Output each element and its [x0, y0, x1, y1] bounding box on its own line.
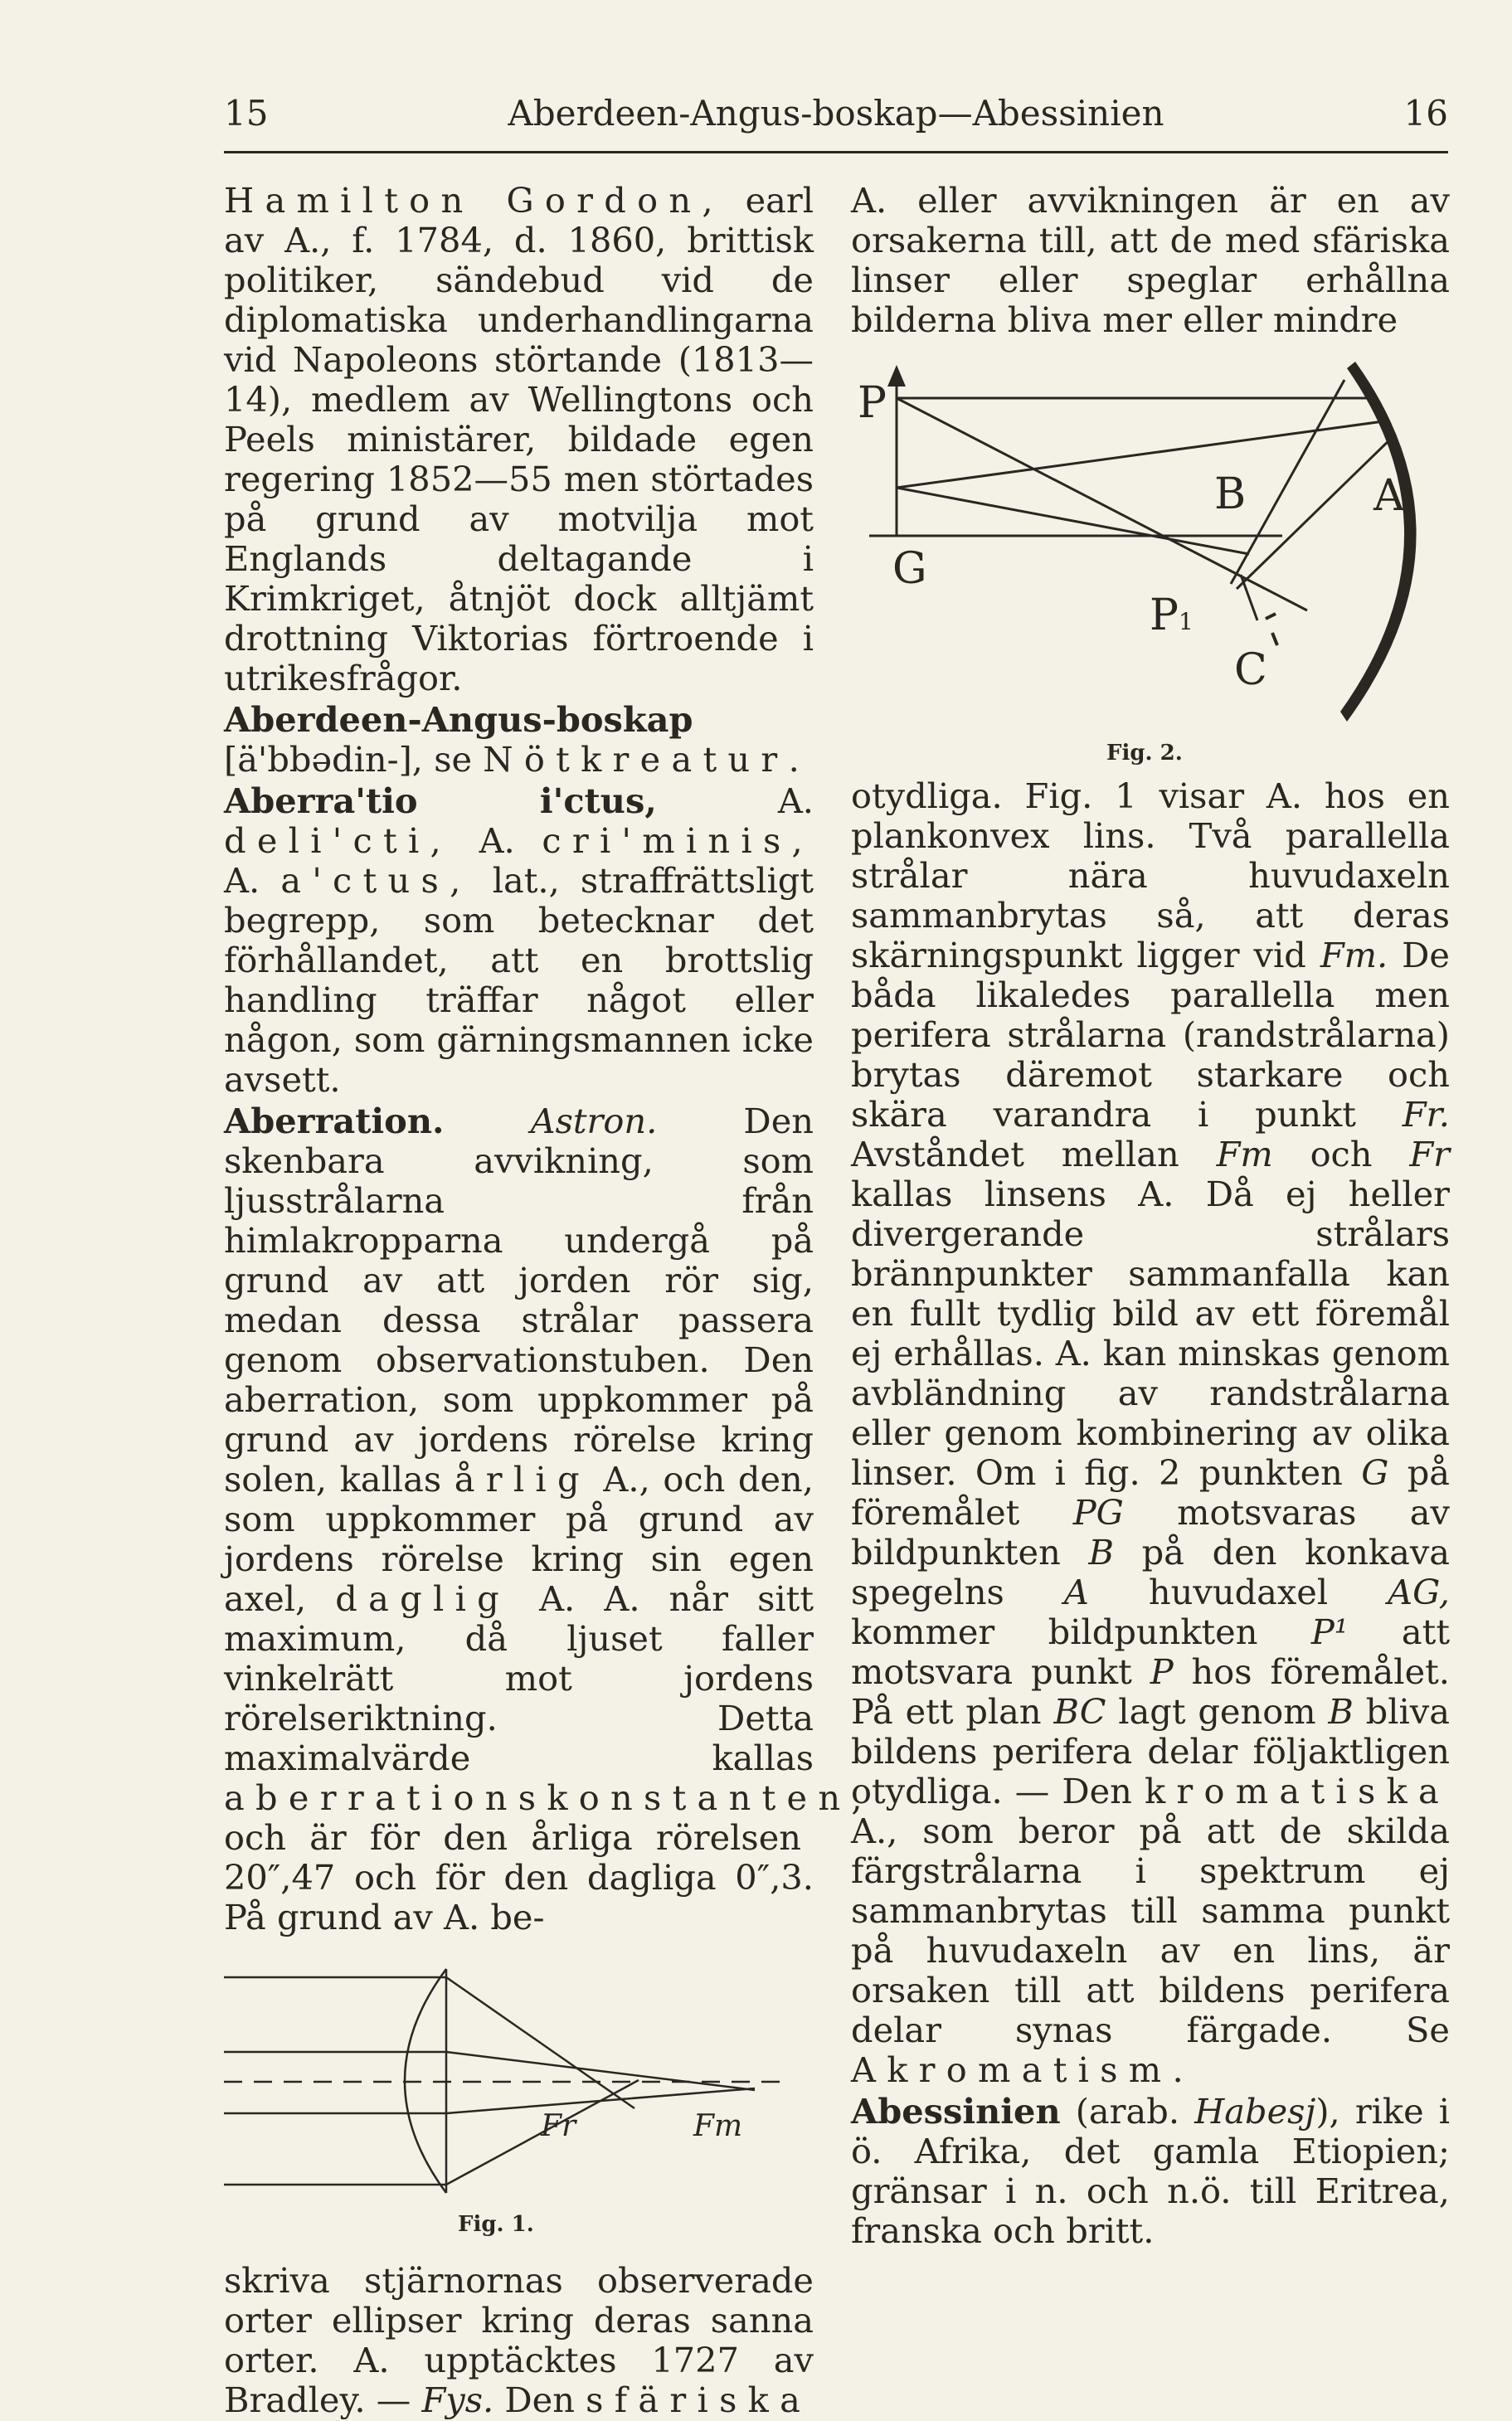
entry-text: huvudaxel	[1088, 1572, 1388, 1612]
figure-caption: Fig. 2.	[1106, 741, 1183, 766]
entry-text: (arab.	[1060, 2091, 1195, 2132]
cross-reference: Nötkreatur	[483, 739, 789, 780]
italic-term: Fm.	[1320, 935, 1388, 975]
entry-text: A., som beror på att de skilda färgstrålarna i spektrum ej sammanbrytas till samma punkt på huvudaxeln av en lins, är orsaken till att bildens perifera delar synas färgade. Se	[851, 1811, 1450, 2050]
entry-text: hos föremålet. På ett plan	[851, 1651, 1450, 1732]
entry-head: Aberra'tio i'ctus,	[224, 780, 657, 821]
spaced-term: a'ctus,	[280, 860, 472, 901]
italic-term: G	[1361, 1452, 1389, 1493]
label-p1	[1150, 591, 1194, 642]
italic-term: Fr	[1409, 1134, 1450, 1174]
entry-text: bliva bildens perifera delar följaktligen otydliga. — Den	[851, 1691, 1450, 1811]
entry-text: på föremålet	[851, 1452, 1450, 1533]
figure-2-mirror-diagram	[851, 347, 1450, 771]
left-column	[224, 180, 873, 2420]
entry-text: A. A. når sitt maximum, då ljuset faller vinkelrätt mot jordens rörelseriktning. Detta maximalvärde kallas	[224, 1578, 814, 1778]
page-number-left: 15	[224, 93, 269, 134]
page-header	[224, 85, 1448, 143]
entry-abessinien	[851, 2092, 1450, 2251]
entry-text: lat., straffrättsligt begrepp, som betecknar det förhållandet, att en brottslig handling träffar något eller någon, som gärningsmannen icke avsett.	[224, 860, 814, 1100]
label-g: G	[892, 544, 927, 594]
entry-aberration	[224, 1101, 873, 1937]
label-fm: Fm	[693, 2109, 743, 2143]
lens-illustration	[224, 1942, 814, 2208]
entry-text: Avståndet mellan	[851, 1134, 1217, 1174]
figure-1-lens-diagram	[224, 1942, 814, 2258]
entry-text: och är för den årliga rörelsen 20″,47 och för den dagliga 0″,3. På grund av A. be-	[224, 1817, 814, 1937]
running-title: Aberdeen-Angus-boskap—Abessinien	[508, 93, 1164, 134]
italic-term: PG	[1072, 1492, 1124, 1533]
right-column	[851, 181, 1450, 2251]
field-abbrev: Astron.	[444, 1101, 658, 1141]
italic-term: Fm	[1216, 1134, 1273, 1174]
spaced-term: daglig	[335, 1578, 510, 1619]
label-c: C	[1234, 645, 1267, 695]
entry-text: earl av A., f. 1784, d. 1860, brittisk politiker, sändebud vid de diplomatiska underhandlingarna vid Napoleons störtande (1813—14), medlem av Wellingtons och Peels ministärer, bildade egen regering 1852—55 men störtades på grund av motvilja mot Englands deltagande i Krimkriget, åtnjöt dock alltjämt drottning Viktorias förtroende i utrikesfrågor.	[224, 180, 814, 698]
label-a: A	[1373, 471, 1405, 521]
entry-aberration-continued	[224, 2261, 814, 2420]
label-p: P	[858, 378, 887, 428]
spaced-term: deli'cti,	[224, 820, 452, 861]
italic-term: Fr.	[1402, 1094, 1450, 1135]
entry-head: Hamilton Gordon,	[224, 180, 724, 221]
page-number-right: 16	[1403, 93, 1448, 134]
spaced-term: aberrationskonstanten,	[224, 1777, 873, 1818]
entry-text: skriva stjärnornas observerade orter ellipser kring deras sanna orter. A. upptäcktes 1727 av Bradley. —	[224, 2260, 814, 2420]
entry-text: kommer bildpunkten	[851, 1612, 1311, 1652]
entry-aberratio-ictus	[224, 781, 814, 1100]
entry-head: Abessinien	[851, 2091, 1061, 2132]
entry-text: otydliga. Fig. 1 visar A. hos en plankonvex lins. Två parallella strålar nära huvudaxeln sammanbrytas så, att deras skärningspunkt ligger vid	[851, 775, 1450, 975]
italic-term: Habesj	[1194, 2091, 1316, 2132]
entry-text: Den	[493, 2380, 586, 2420]
entry-text: De båda likaledes parallella men perifera strålarna (randstrålarna) brytas däremot starkare och skära varandra i punkt	[851, 935, 1450, 1135]
entry-text: A., och den, som uppkommer på grund av jordens rörelse kring sin egen axel,	[224, 1459, 814, 1619]
entry-text: på den konkava spegelns	[851, 1532, 1450, 1612]
entry-head: Aberration.	[224, 1101, 445, 1141]
entry-pron: [ä'bbədin-], se	[224, 739, 484, 780]
entry-hamilton-gordon	[224, 181, 814, 698]
entry-text: A.	[451, 820, 542, 861]
spaced-term: cri'minis,	[542, 820, 814, 861]
entry-text: A.	[224, 860, 281, 901]
figure-caption: Fig. 1.	[458, 2212, 534, 2237]
entry-text: lagt genom	[1106, 1691, 1329, 1732]
entry-text: Den skenbara avvikning, som ljusstrålarna från himlakropparna undergå på grund av att jorden rör sig, medan dessa strålar passera genom observationstuben. Den aberration, som uppkommer på grund av jordens rörelse kring solen, kallas	[224, 1101, 814, 1500]
header-rule	[224, 151, 1448, 153]
label-p1-subscript: 1	[1179, 608, 1194, 635]
label-p1-letter: P	[1150, 591, 1179, 640]
italic-term: P	[1150, 1651, 1174, 1692]
entry-text: kallas linsens A. Då ej heller divergerande strålars brännpunkter sammanfalla kan en fullt tydlig bild av ett föremål ej erhållas. A. kan minskas genom avbländning av randstrålarna eller genom kombinering av olika linser. Om i fig. 2 punkten	[851, 1174, 1450, 1493]
label-fr: Fr	[541, 2109, 576, 2143]
entry-head: Aberdeen-Angus-boskap	[224, 699, 693, 740]
spaced-term: kromatiska	[1144, 1771, 1450, 1811]
entry-aberdeen-angus	[224, 700, 814, 780]
entry-text: motsvaras av bildpunkten	[851, 1492, 1450, 1573]
entry-text: att motsvara punkt	[851, 1612, 1450, 1692]
italic-term: P¹	[1310, 1612, 1349, 1652]
italic-term: B	[1328, 1691, 1354, 1732]
mirror-illustration	[851, 347, 1450, 737]
italic-term: A	[1063, 1572, 1089, 1612]
entry-text: A.	[656, 780, 814, 821]
spaced-term: sfäriska	[586, 2380, 812, 2420]
entry-text: .	[788, 739, 800, 780]
field-abbrev: Fys.	[421, 2380, 494, 2420]
entry-text: .	[1172, 2049, 1184, 2090]
entry-text: ), rike i ö. Afrika, det gamla Etiopien; gränsar i n. och n.ö. till Eritrea, franska och britt.	[851, 2091, 1451, 2251]
italic-term: B	[1088, 1532, 1114, 1573]
spaced-term: årlig	[454, 1459, 591, 1500]
italic-term: AG,	[1388, 1572, 1450, 1612]
label-b: B	[1214, 469, 1247, 519]
entry-text: och	[1272, 1134, 1410, 1174]
italic-term: BC	[1053, 1691, 1106, 1732]
cross-reference: Akromatism	[851, 2049, 1173, 2090]
aberration-body-right	[851, 776, 1450, 2090]
aberration-continued-top: A. eller avvikningen är en av orsakerna till, att de med sfäriska linser eller speglar erhållna bilderna bliva mer eller mindre	[851, 180, 1450, 340]
